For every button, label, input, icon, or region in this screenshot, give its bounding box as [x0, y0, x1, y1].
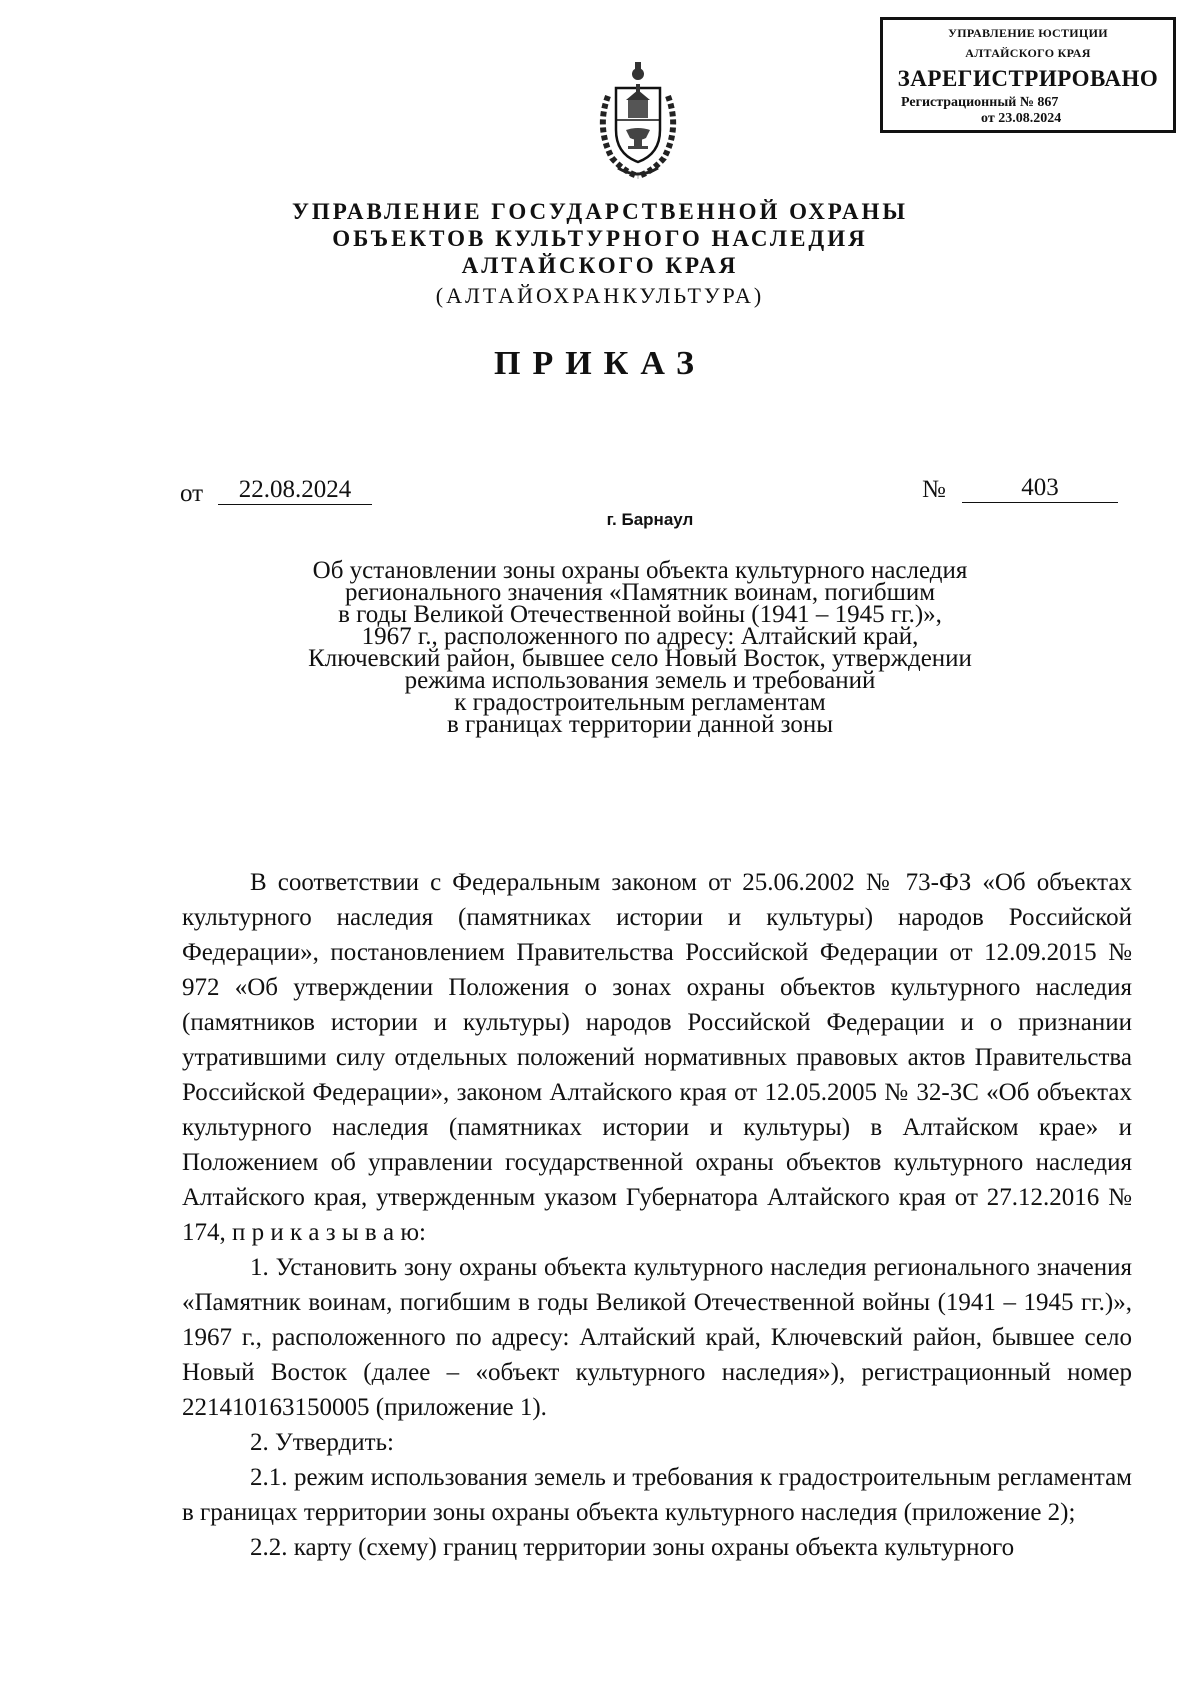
stamp-org-line1: УПРАВЛЕНИЕ ЮСТИЦИИ — [948, 26, 1108, 40]
item-2-paragraph: 2. Утвердить: — [250, 1429, 394, 1456]
subject-line: регионального значения «Памятник воинам, погибшим — [344, 579, 936, 606]
document-type-title: ПРИКАЗ — [494, 345, 706, 382]
altai-krai-coat-of-arms-icon — [588, 58, 688, 180]
stamp-org-line2: АЛТАЙСКОГО КРАЯ — [965, 46, 1091, 60]
subject-line: в границах территории данной зоны — [447, 711, 833, 738]
preamble-paragraph — [182, 865, 1132, 1250]
order-number: 403 — [962, 474, 1118, 503]
item-1-paragraph: 1. Установить зону охраны объекта культурного наследия регионального значения «Памятник воинам, погибшим в годы Великой Отечественной войны (1941 – 1945 гг.)», 1967 г., расположенного по адресу: Алтайский край, Ключевский район, бывшее село Новый Восток (далее – «объект культурного наследия»), регистрационный номер 221410163150005 (приложение 1). — [182, 1254, 1132, 1421]
stamp-reg-number: Регистрационный № 867 — [901, 95, 1059, 110]
agency-abbreviation: (АЛТАЙОХРАНКУЛЬТУРА) — [435, 283, 765, 308]
agency-name-line3: АЛТАЙСКОГО КРАЯ — [461, 253, 739, 278]
subject-line: 1967 г., расположенного по адресу: Алтайский край, — [361, 623, 919, 650]
agency-name-line2: ОБЪЕКТОВ КУЛЬТУРНОГО НАСЛЕДИЯ — [332, 226, 868, 251]
order-date: 22.08.2024 — [218, 476, 372, 505]
subject-line: Об установлении зоны охраны объекта культурного наследия — [312, 557, 968, 584]
order-body — [182, 865, 1132, 1565]
order-word: п р и к а з ы в а ю: — [232, 1219, 426, 1246]
stamp-status: ЗАРЕГИСТРИРОВАНО — [897, 66, 1159, 91]
number-label: № — [922, 476, 946, 503]
preamble-text: В соответствии с Федеральным законом от 25.06.2002 № 73-ФЗ «Об объектах культурного наследия (памятниках истории и культуры) народов Российской Федерации», постановлением Правительства Российской Федерации от 12.09.2015 № 972 «Об утверждении Положения о зонах охраны объектов культурного наследия (памятников истории и культуры) народов Российской Федерации и о признании утратившими силу отдельных положений нормативных правовых актов Правительства Российской Федерации», законом Алтайского края от 12.05.2005 № 32-ЗС «Об объектах культурного наследия (памятниках истории и культуры) в Алтайском крае» и Положением об управлении государственной охраны объектов культурного наследия Алтайского края, утвержденным указом Губернатора Алтайского края от 27.12.2016 № 174, — [182, 869, 1132, 1246]
subject-line: Ключевский район, бывшее село Новый Восток, утверждении — [308, 645, 972, 672]
registration-stamp — [880, 17, 1176, 133]
subject-line: в годы Великой Отечественной войны (1941 – 1945 гг.)», — [338, 601, 942, 628]
agency-name-line1: УПРАВЛЕНИЕ ГОСУДАРСТВЕННОЙ ОХРАНЫ — [292, 199, 908, 224]
subject-line: режима использования земель и требований — [404, 667, 876, 694]
date-label: от — [180, 480, 204, 507]
order-subject — [240, 557, 1040, 738]
city: г. Барнаул — [606, 510, 694, 529]
agency-name — [0, 198, 1200, 279]
subject-line: к градостроительным регламентам — [454, 689, 826, 716]
item-2-1-paragraph: 2.1. режим использования земель и требования к градостроительным регламентам в границах территории зоны охраны объекта культурного наследия (приложение 2); — [182, 1464, 1132, 1526]
stamp-reg-date: от 23.08.2024 — [981, 111, 1062, 126]
item-2-2-paragraph: 2.2. карту (схему) границ территории зоны охраны объекта культурного — [250, 1534, 1015, 1561]
